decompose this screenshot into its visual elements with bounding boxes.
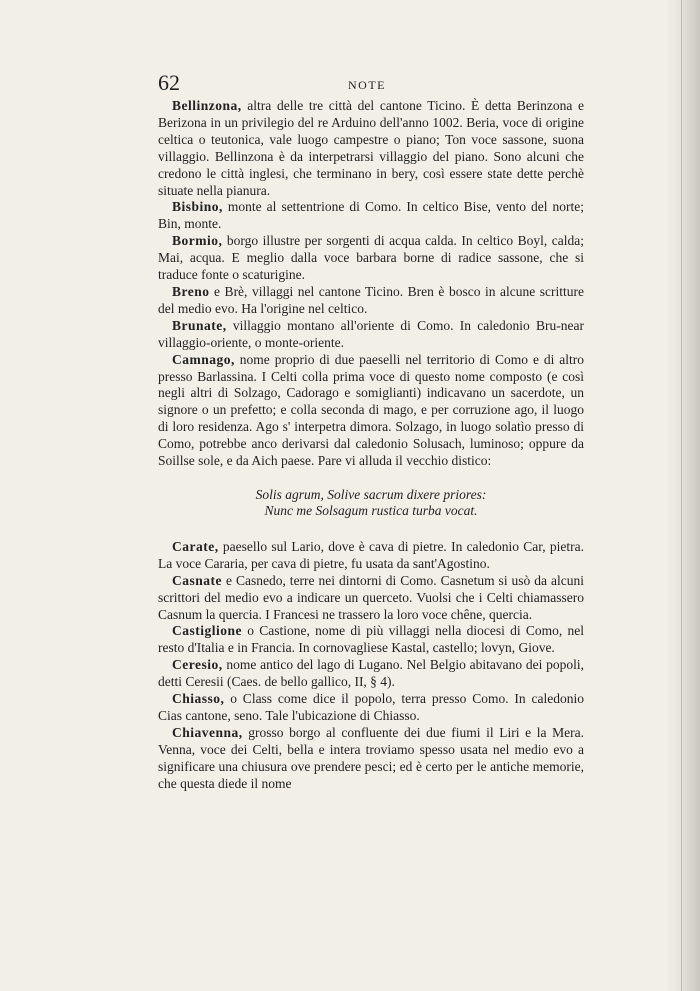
- entry-lemma: Chiasso,: [172, 691, 225, 707]
- spacer: [158, 519, 584, 539]
- entry-lemma: Casnate: [172, 572, 222, 588]
- page-body: [158, 98, 584, 793]
- entry-lemma: Castiglione: [172, 623, 243, 639]
- entry-lemma: Ceresio,: [172, 657, 223, 673]
- entry-lemma: Camnago,: [172, 351, 235, 367]
- entry-bellinzona: [158, 98, 584, 199]
- entry-brunate: [158, 318, 584, 352]
- entry-camnago: [158, 352, 584, 470]
- entry-chiavenna: [158, 725, 584, 793]
- entry-text: o Castione, nome di più villaggi nella diocesi di Como, nel resto d'Italia e in Francia. In cornovagliese Kastal, castello; lovyn, Giove.: [158, 623, 584, 656]
- spacer: [158, 470, 584, 487]
- entry-lemma: Breno: [172, 283, 210, 299]
- entry-text: paesello sul Lario, dove è cava di pietre. In caledonio Car, pietra. La voce Cararia, per cava di pietre, fu usata da sant'Agostino.: [158, 538, 584, 571]
- entry-text: grosso borgo al confluente dei due fiumi il Liri e la Mera. Venna, voce dei Celti, bella e intera troviamo spesso usata nel medio evo a significare una chiusura ove prendere pesci; ed è certo per le antiche memorie, che questa diede il nome: [158, 724, 584, 791]
- entry-text: borgo illustre per sorgenti di acqua calda. In celtico Boyl, calda; Mai, acqua. E meglio dalla voce barbara borne di radice sassone, che si traduce fonte o scaturigine.: [158, 233, 584, 283]
- entry-text: o Class come dice il popolo, terra presso Como. In caledonio Cias cantone, seno. Tale l'ubicazione di Chiasso.: [158, 691, 584, 723]
- entry-text: e Casnedo, terre nei dintorni di Como. Casnetum si usò da alcuni scrittori del medio evo a indicare un querceto. Vuolsi che i Celti chiamassero Casnum la quercia. I Francesi ne trassero la loro voce chêne, quercia.: [158, 572, 584, 622]
- entry-bisbino: [158, 199, 584, 233]
- page-gutter: [666, 0, 700, 991]
- entry-lemma: Chiavenna,: [172, 724, 243, 740]
- entry-casnate: [158, 573, 584, 624]
- entry-text: villaggio montano all'oriente di Como. In caledonio Bru-near villaggio-oriente, o monte-oriente.: [158, 317, 584, 350]
- entry-carate: [158, 539, 584, 573]
- entry-text: nome proprio di due paeselli nel territorio di Como e di altro presso Barlassina. I Celti colla prima voce di questo nome composto (e così negli altri di Solzago, Cadorago e somiglianti) indicavano un sacerdote, un signore o un prefetto; e colla seconda di mago, e per corruzione ago, il luogo di loro residenza. Ago s' interpetra dimora. Solzago, in luogo solatìo presso di Como, potrebbe anco derivarsi dal caledonio Solusach, luminoso; oppure da Soillse sole, e da Aich paese. Pare vi alluda il vecchio distico:: [158, 351, 584, 469]
- entry-breno: [158, 284, 584, 318]
- entry-bormio: [158, 233, 584, 284]
- entry-text: monte al settentrione di Como. In celtico Bise, vento del norte; Bin, monte.: [158, 199, 584, 232]
- entry-lemma: Brunate,: [172, 317, 227, 333]
- entry-chiasso: [158, 691, 584, 725]
- page-number: 62: [158, 70, 180, 95]
- entry-lemma: Bormio,: [172, 233, 223, 249]
- running-head: NOTE: [348, 78, 386, 92]
- distich-line-2: Nunc me Solsagum rustica turba vocat.: [264, 502, 478, 518]
- entry-text: e Brè, villaggi nel cantone Ticino. Bren è bosco in alcune scritture del medio evo. Ha l'origine nel celtico.: [158, 283, 584, 316]
- entry-castiglione: [158, 623, 584, 657]
- entry-text: altra delle tre città del cantone Ticino. È detta Berinzona e Berizona in un privilegio del re Arduino dell'anno 1002. Beria, voce di origine celtica o teutonica, vale luogo campestre o piano; Ton voce sassone, suona villaggio. Bellinzona è da interpetrarsi villaggio del piano. Sono alcuni che credono le città inglesi, che terminano in bery, così essere state dette perchè situate nella pianura.: [158, 98, 584, 198]
- gutter-edge-line: [681, 0, 682, 991]
- page-header: [158, 72, 578, 96]
- entry-lemma: Bisbino,: [172, 199, 223, 215]
- entry-ceresio: [158, 657, 584, 691]
- entry-lemma: Bellinzona,: [172, 98, 242, 113]
- entry-text: nome antico del lago di Lugano. Nel Belgio abitavano dei popoli, detti Ceresii (Caes. de bello gallico, II, § 4).: [158, 657, 584, 690]
- entry-lemma: Carate,: [172, 538, 219, 554]
- distich-line-1: Solis agrum, Solive sacrum dixere priores:: [255, 486, 487, 502]
